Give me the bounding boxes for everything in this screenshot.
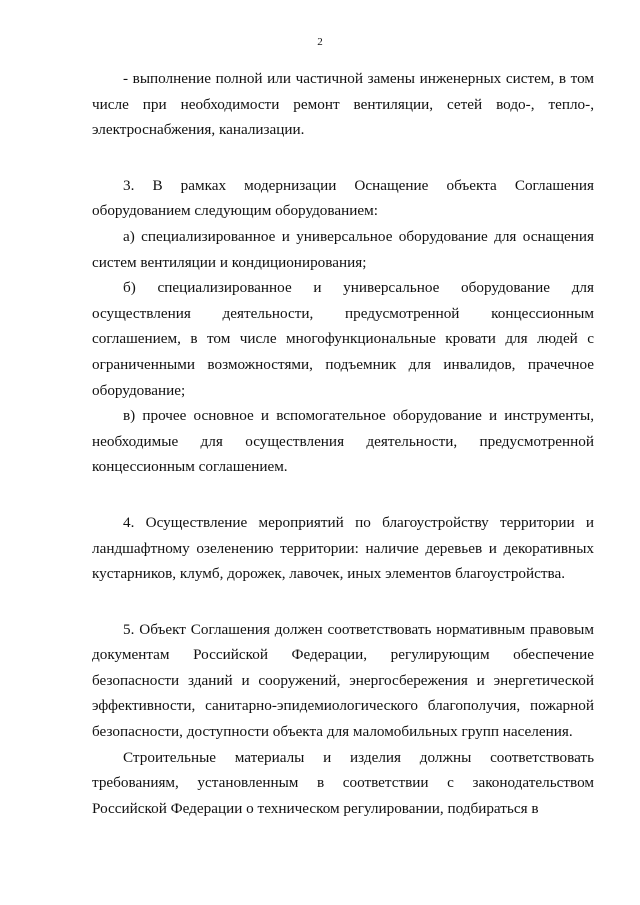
document-body [92, 66, 594, 821]
paragraph-engineering-systems: - выполнение полной или частичной замены инженерных систем, в том числе при необходимости ремонт вентиляции, сетей водо-, тепло-, электроснабжения, канализации. [92, 70, 594, 139]
page-number: 2 [317, 36, 323, 48]
paragraph-item-3a: а) специализированное и универсальное оборудование для оснащения систем вентиляции и кондиционирования; [92, 227, 594, 271]
paragraph-item-3: 3. В рамках модернизации Оснащение объекта Соглашения оборудованием следующим оборудованием: [92, 176, 594, 220]
paragraph-item-3v: в) прочее основное и вспомогательное оборудование и инструменты, необходимые для осуществления деятельности, предусмотренной концессионным соглашением. [92, 407, 594, 476]
paragraph-item-4: 4. Осуществление мероприятий по благоустройству территории и ландшафтному озеленению территории: наличие деревьев и декоративных кустарников, клумб, дорожек, лавочек, иных элементов благоустройства. [92, 513, 594, 583]
paragraph-building-materials: Строительные материалы и изделия должны соответствовать требованиям, установленным в соответствии с законодательством Российской Федерации о техническом регулировании, подбираться в [92, 748, 594, 817]
paragraph-item-5: 5. Объект Соглашения должен соответствовать нормативным правовым документам Российской Федерации, регулирующим обеспечение безопасности зданий и сооружений, энергосбережения и энергетической эффективности, санитарно-эпидемиологического благополучия, пожарной безопасности, доступности объекта для маломобильных групп населения. [92, 620, 594, 741]
paragraph-item-3b: б) специализированное и универсальное оборудование для осуществления деятельности, предусмотренной концессионным соглашением, в том числе многофункциональные кровати для людей с ограниченными возможностями, подъемник для инвалидов, прачечное оборудование; [92, 279, 594, 399]
